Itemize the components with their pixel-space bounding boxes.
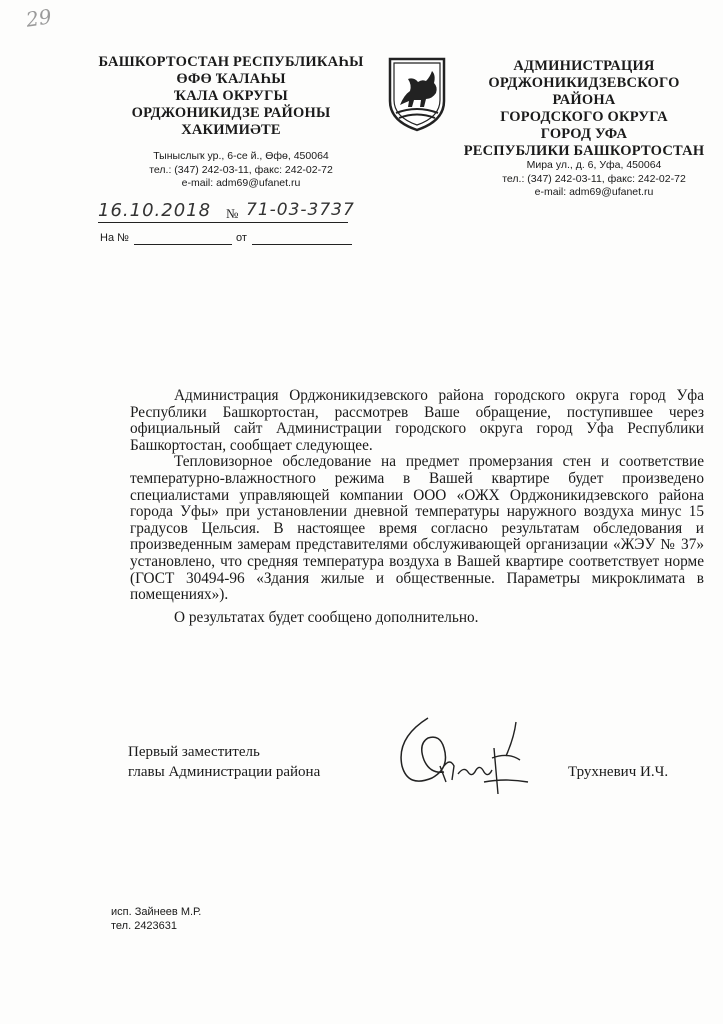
body-paragraph-3: О результатах будет сообщено дополнительно. — [174, 608, 479, 626]
body-paragraph-1: Администрация Орджоникидзевского района городского округа город Уфа Республики Башкортостан, рассмотрев Ваше обращение, поступившее через официальный сайт Администрации городского округа город Уфа Республики Башкортостан, сообщает следующее. — [130, 387, 704, 454]
header-left-line: ОРДЖОНИКИДЗЕ РАЙОНЫ — [131, 105, 331, 121]
registration-number-label: № — [226, 206, 239, 221]
letter-body — [130, 388, 704, 626]
header-right-line: АДМИНИСТРАЦИЯ — [513, 58, 655, 74]
header-left-line: БАШКОРТОСТАН РЕСПУБЛИКАҺЫ — [98, 54, 364, 70]
registration-number: 71-03-3737 — [246, 200, 355, 220]
registration-date: 16.10.2018 — [98, 200, 212, 221]
address-right — [484, 159, 704, 200]
reference-date-line — [252, 244, 352, 245]
registration-row — [98, 200, 398, 224]
signer-position-line-1: Первый заместитель — [128, 744, 260, 760]
address-right-street: Мира ул., д. 6, Уфа, 450064 — [526, 159, 662, 171]
ufa-coat-of-arms-icon — [386, 55, 448, 133]
header-left-line: ҠАЛА ОКРУГЫ — [174, 88, 288, 104]
executor-phone: тел. 2423631 — [111, 920, 178, 932]
handwritten-signature-icon — [388, 708, 538, 798]
registration-underline — [98, 222, 348, 223]
address-left — [116, 150, 366, 191]
reference-na-label: На № — [100, 232, 129, 244]
address-right-phone: тел.: (347) 242-03-11, факс: 242-02-72 — [502, 172, 686, 185]
body-paragraph-2: Тепловизорное обследование на предмет промерзания стен и соответствие температурно-влажностного режима в Вашей квартире будет произведено специалистами управляющей компании ООО «ОЖХ Орджоникидзевского района города Уфы» при установлении дневной температуры наружного воздуха минус 15 градусов Цельсия. В настоящее время согласно результатам обследования и произведенным замерам представителями обслуживающей организации «ЖЭУ № 37» установлено, что средняя температура воздуха в Вашей квартире соответствует норме (ГОСТ 30494-96 «Здания жилые и общественные. Параметры микроклимата в помещениях»). — [130, 453, 704, 604]
address-left-email: e-mail: adm69@ufanet.ru — [181, 177, 301, 189]
signer-name: Трухневич И.Ч. — [568, 764, 669, 780]
address-right-email: e-mail: adm69@ufanet.ru — [534, 186, 654, 198]
header-right-line: ГОРОДСКОГО ОКРУГА — [500, 109, 668, 125]
header-left-line: ХАКИМИӘТЕ — [181, 122, 281, 138]
executor-name: исп. Зайнеев М.Р. — [111, 906, 202, 918]
signer-position-line-2: главы Администрации района — [128, 764, 321, 780]
header-right-line: РЕСПУБЛИКИ БАШКОРТОСТАН — [463, 143, 705, 159]
executor-info — [111, 905, 201, 933]
address-left-phone: тел.: (347) 242-03-11, факс: 242-02-72 — [149, 163, 333, 176]
signer-position — [128, 742, 320, 782]
address-left-street: Тыныслыҡ ур., 6-се й., Өфө, 450064 — [153, 150, 329, 162]
header-right-line: ГОРОД УФА — [540, 126, 628, 142]
corner-page-mark: 29 — [24, 4, 53, 32]
reference-number-line — [134, 244, 232, 245]
header-right-line: ОРДЖОНИКИДЗЕВСКОГО РАЙОНА — [488, 75, 680, 108]
header-left-bashkir — [86, 54, 376, 139]
header-right-russian — [458, 58, 710, 160]
reference-row — [100, 232, 360, 248]
reference-ot-label: от — [236, 232, 247, 244]
header-left-line: ӨФӨ ҠАЛАҺЫ — [176, 71, 286, 87]
